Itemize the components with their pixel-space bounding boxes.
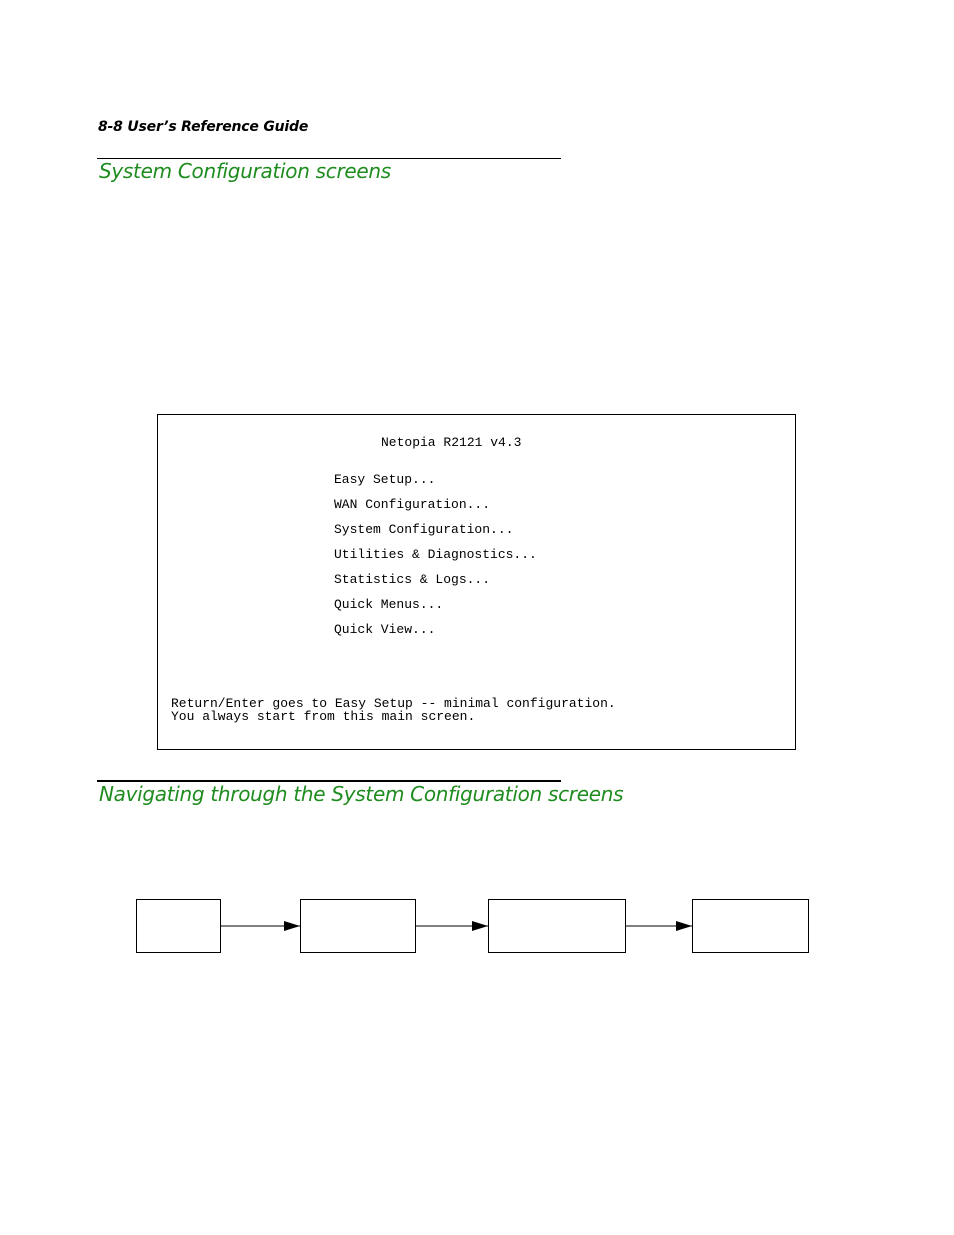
menu-item-wan-configuration[interactable]: WAN Configuration... (334, 497, 491, 512)
menu-item-quick-menus[interactable]: Quick Menus... (334, 597, 444, 612)
terminal-footer (171, 698, 616, 723)
running-header: 8-8 User’s Reference Guide (98, 119, 309, 135)
menu-item-statistics-logs[interactable]: Statistics & Logs... (334, 572, 491, 587)
section-title-navigating: Navigating through the System Configuration screens (99, 782, 624, 806)
section-title-system-configuration: System Configuration screens (99, 159, 391, 183)
flow-box-1 (136, 899, 221, 953)
flow-box-2 (300, 899, 416, 953)
flow-box-3 (488, 899, 626, 953)
terminal-title: Netopia R2121 v4.3 (381, 435, 522, 450)
terminal-footer-line-1: Return/Enter goes to Easy Setup -- minimal configuration. (171, 696, 616, 711)
menu-item-system-configuration[interactable]: System Configuration... (334, 522, 514, 537)
menu-item-quick-view[interactable]: Quick View... (334, 622, 436, 637)
menu-item-utilities-diagnostics[interactable]: Utilities & Diagnostics... (334, 547, 537, 562)
menu-item-easy-setup[interactable]: Easy Setup... (334, 472, 436, 487)
terminal-footer-line-2: You always start from this main screen. (171, 708, 476, 724)
flow-box-4 (692, 899, 809, 953)
main-menu (334, 472, 537, 647)
terminal-screen (157, 414, 796, 750)
